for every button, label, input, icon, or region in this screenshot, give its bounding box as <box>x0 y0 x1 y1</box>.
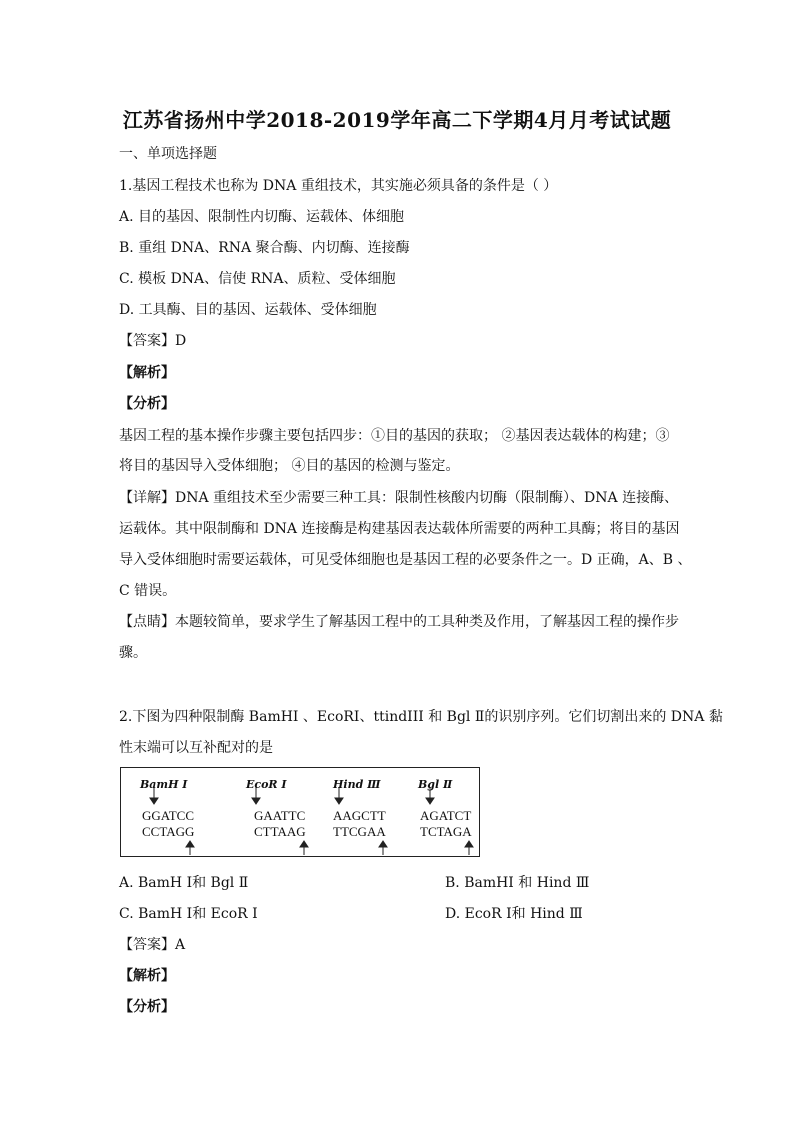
q2-option-c: C. BamH Ⅰ和 EcoR Ⅰ <box>119 906 258 922</box>
bglii-top-strand: AGATCT <box>420 808 472 823</box>
q1-detail-line-1: 【详解】DNA 重组技术至少需要三种工具：限制性核酸内切酶（限制酶）、DNA 连接酶、 <box>119 490 679 506</box>
bamhi-bottom-strand: CCTAGG <box>142 824 195 839</box>
q2-stem-line-1: 2.下图为四种限制酶 BamHI 、EcoRI、ttindIII 和 Bgl Ⅱ的识别序列。它们切割出来的 DNA 黏 <box>119 709 723 725</box>
q1-detail-line-4: C 错误。 <box>119 583 177 599</box>
q1-option-c: C. 模板 DNA、信使 RNA、质粒、受体细胞 <box>119 271 396 287</box>
q1-fenxi-heading: 【分析】 <box>119 396 175 412</box>
q2-stem-line-2: 性末端可以互补配对的是 <box>119 740 273 756</box>
q2-fenxi-heading: 【分析】 <box>119 999 175 1015</box>
q1-fenxi-line-1: 基因工程的基本操作步骤主要包括四步：①目的基因的获取； ②基因表达载体的构建；③ <box>119 428 670 444</box>
ecori-top-strand: GAATTC <box>254 808 306 823</box>
hindiii-bottom-strand: TTCGAA <box>333 824 386 839</box>
q2-option-b: B. BamHI 和 Hind Ⅲ <box>445 875 590 891</box>
enzyme-label-bglii: Bgl Ⅱ <box>418 778 453 791</box>
q1-analysis-heading: 【解析】 <box>119 365 175 381</box>
bamhi-top-strand: GGATCC <box>142 808 195 823</box>
q1-detail-line-3: 导入受体细胞时需要运载体，可见受体细胞也是基因工程的必要条件之一。D 正确，A、B 、 <box>119 552 692 568</box>
q2-option-a: A. BamH Ⅰ和 Bgl Ⅱ <box>119 875 249 891</box>
q1-option-a: A. 目的基因、限制性内切酶、运载体、体细胞 <box>119 209 405 225</box>
ecori-bottom-strand: CTTAAG <box>254 824 306 839</box>
enzyme-label-ecori: EcoR Ⅰ <box>246 778 287 791</box>
restriction-enzyme-figure <box>120 767 480 857</box>
enzyme-label-hindiii: Hind Ⅲ <box>333 778 381 791</box>
q1-option-b: B. 重组 DNA、RNA 聚合酶、内切酶、连接酶 <box>119 240 410 256</box>
q2-analysis-heading: 【解析】 <box>119 968 175 984</box>
q2-answer: 【答案】A <box>119 937 186 953</box>
page-title: 江苏省扬州中学2018-2019学年高二下学期4月月考试试题 <box>122 108 672 132</box>
bglii-bottom-strand: TCTAGA <box>420 824 472 839</box>
q1-stem: 1.基因工程技术也称为 DNA 重组技术，其实施必须具备的条件是（ ） <box>119 178 558 194</box>
q1-detail-line-2: 运载体。其中限制酶和 DNA 连接酶是构建基因表达载体所需要的两种工具酶；将目的基因 <box>119 521 680 537</box>
q1-answer: 【答案】D <box>119 333 187 349</box>
q1-tip-line-2: 骤。 <box>119 645 147 661</box>
enzyme-label-bamhi: BamH Ⅰ <box>140 778 188 791</box>
section-heading: 一、单项选择题 <box>119 146 217 162</box>
q1-tip-line-1: 【点睛】本题较简单，要求学生了解基因工程中的工具种类及作用，了解基因工程的操作步 <box>119 614 679 630</box>
q1-option-d: D. 工具酶、目的基因、运载体、受体细胞 <box>119 302 377 318</box>
q1-fenxi-line-2: 将目的基因导入受体细胞； ④目的基因的检测与鉴定。 <box>119 458 460 474</box>
q2-option-d: D. EcoR Ⅰ和 Hind Ⅲ <box>445 906 583 922</box>
hindiii-top-strand: AAGCTT <box>333 808 386 823</box>
